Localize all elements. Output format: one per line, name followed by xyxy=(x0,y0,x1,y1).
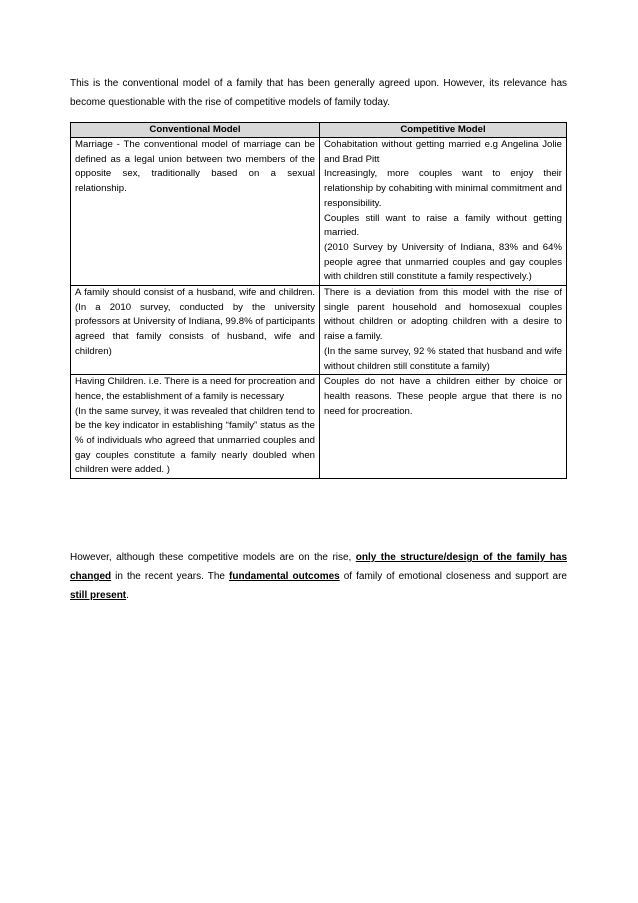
conclusion-text: . xyxy=(126,590,129,601)
cell-text: (In the same survey, it was revealed that children tend to be the key indicator in establishing “family” status as the % of individuals who agreed that unmarried couples and gay couples constitute a family nearly doubled when children were added. ) xyxy=(75,405,315,476)
conclusion-text: of family of emotional closeness and support are xyxy=(339,571,567,582)
conclusion-paragraph xyxy=(70,548,567,605)
conventional-cell xyxy=(71,138,320,286)
conclusion-emphasis: fundamental outcomes xyxy=(229,571,340,582)
models-comparison-table xyxy=(70,122,567,479)
cell-text: Couples do not have a children either by choice or health reasons. These people argue that there is no need for procreation. xyxy=(324,376,562,417)
competitive-cell xyxy=(320,138,567,286)
cell-text: Marriage - The conventional model of marriage can be defined as a legal union between two members of the opposite sex, traditionally based on a sexual relationship. xyxy=(75,139,315,195)
conclusion-text: However, although these competitive models are on the rise, xyxy=(70,552,356,563)
conventional-cell xyxy=(71,286,320,375)
conventional-cell xyxy=(71,375,320,479)
conclusion-emphasis: only the structure/design of the family has changed xyxy=(70,552,568,582)
conclusion-text: in the recent years. The xyxy=(111,571,230,582)
cell-text: Couples still want to raise a family without getting married. xyxy=(324,212,562,239)
cell-text: (2010 Survey by University of Indiana, 83% and 64% people agree that unmarried couples and gay couples with children still constitute a family respectively.) xyxy=(324,241,562,283)
table-row xyxy=(71,286,567,375)
cell-text: Increasingly, more couples want to enjoy their relationship by cohabiting with minimal commitment and responsibility. xyxy=(324,168,562,209)
cell-text: Cohabitation without getting married e.g Angelina Jolie and Brad Pitt xyxy=(324,139,562,165)
intro-paragraph: This is the conventional model of a family that has been generally agreed upon. However, its relevance has become questionable with the rise of competitive models of family today. xyxy=(70,78,567,108)
competitive-cell xyxy=(320,286,567,375)
header-conventional-model: Conventional Model xyxy=(71,123,320,138)
cell-text: There is a deviation from this model with the rise of single parent household and homosexual couples without children or adopting children with a desire to raise a family. xyxy=(324,287,562,343)
cell-text: (In the same survey, 92 % stated that husband and wife without children still constitute a family) xyxy=(324,345,562,372)
competitive-cell xyxy=(320,375,567,479)
table-row xyxy=(71,375,567,479)
cell-text: A family should consist of a husband, wife and children. (In a 2010 survey, conducted by the university professors at University of Indiana, 99.8% of participants agreed that family consists of husband, wife and children) xyxy=(75,287,315,357)
table-header-row xyxy=(71,123,567,138)
cell-text: Having Children. i.e. There is a need for procreation and hence, the establishment of a family is necessary xyxy=(75,376,315,402)
conclusion-emphasis: still present xyxy=(70,590,127,601)
header-competitive-model: Competitive Model xyxy=(320,123,567,138)
table-row xyxy=(71,138,567,286)
